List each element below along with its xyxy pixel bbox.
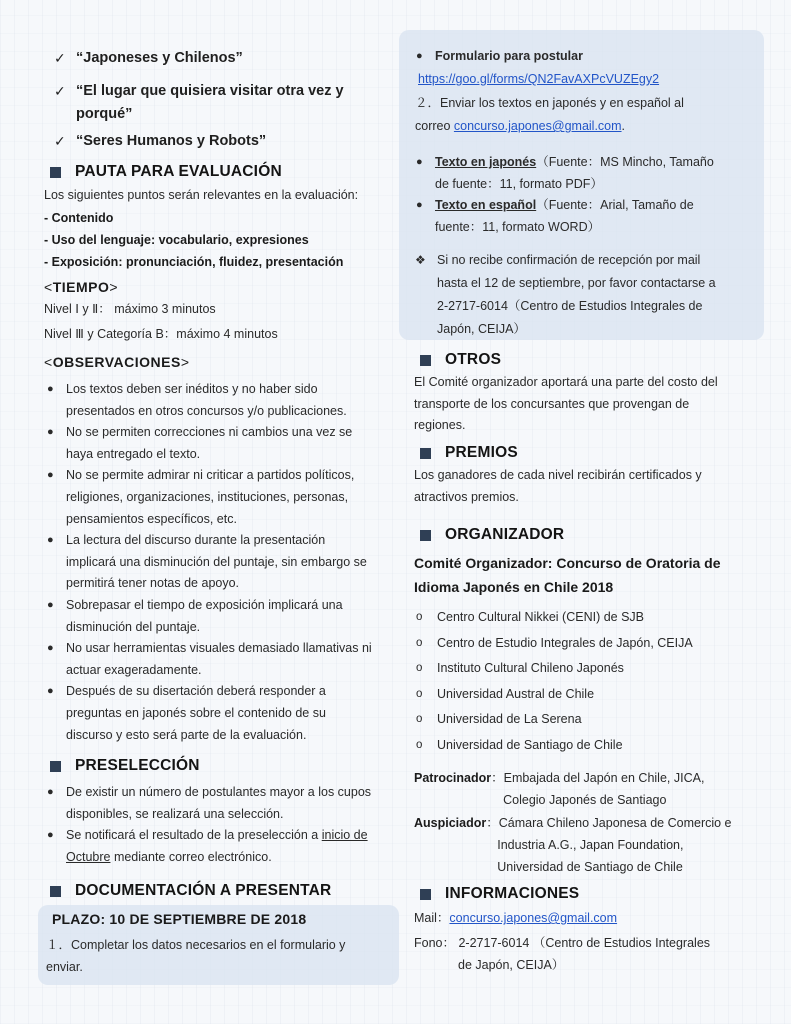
section-heading: PRESELECCIÓN [44,754,402,778]
section-heading: DOCUMENTACIÓN A PRESENTAR [44,879,402,903]
section-heading: ORGANIZADOR [414,523,764,547]
fono-row: Fono： 2-2717-6014 （Centro de Estudios Integrales de Japón, CEIJA） [414,936,711,972]
pauta-section [44,160,399,273]
list-item: ● No se permiten correcciones ni cambios una vez se haya entregado el texto. [44,422,402,465]
mail-row: Mail：concurso.japones@gmail.com [414,911,618,925]
underlined-date: Octubre [66,849,111,864]
bullet-icon: ● [47,598,54,611]
circle-bullet-icon: o [416,738,423,751]
list-item: ● No se permite admirar ni criticar a partidos políticos, religiones, organizaciones, instituciones, personas, pensamientos específicos, etc. [44,465,402,530]
subsection-heading: <TIEMPO> [44,279,119,295]
bullet-icon: ● [47,469,54,482]
form-item: ● Formulario para postular [413,46,583,68]
patrocinador-label: Patrocinador [414,771,492,785]
informaciones-section [414,882,764,976]
section-heading: OTROS [414,349,764,371]
pauta-item: - Contenido [44,210,114,225]
theme-item [54,80,399,126]
underlined-date: inicio de [321,828,368,843]
pauta-intro: Los siguientes puntos serán relevantes en la evaluación: [44,188,359,202]
patrocinador-value: ：Embajada del Japón en Chile, JICA, Colegio Japonés de Santiago [491,771,705,807]
theme-text: “Seres Humanos y Robots” [76,133,267,149]
square-bullet-icon [420,889,431,900]
committee-name: Comité Organizador: Concurso de Oratoria de Idioma Japonés en Chile 2018 [414,555,721,595]
square-bullet-icon [50,167,61,178]
theme-item [54,47,399,70]
premios-section [414,442,764,508]
auspiciador-row [414,812,764,878]
list-item: o Universidad Austral de Chile [414,682,764,708]
list-item: ● De existir un número de postulantes mayor a los cupos disponibles, se realizará una selección. [44,782,402,825]
circle-bullet-icon: o [416,636,423,649]
list-item: o Centro Cultural Nikkei (CENI) de SJB [414,605,764,631]
list-item: o Instituto Cultural Chileno Japonés [414,656,764,682]
section-heading: INFORMACIONES [414,882,764,906]
list-item: o Universidad de Santiago de Chile [414,733,764,759]
postulacion-box [399,30,764,340]
tiempo-line: Nivel Ⅰ y Ⅱ： máximo 3 minutos [44,302,216,316]
list-item: ● La lectura del discurso durante la presentación implicará una disminución del puntaje, sin embargo se permitirá tener notas de apoyo. [44,530,402,595]
section-heading: PAUTA PARA EVALUACIÓN [44,160,399,184]
bullet-icon: ● [47,829,54,842]
list-item: o Universidad de La Serena [414,707,764,733]
bullet-icon: ● [47,685,54,698]
step-1-text: １．Completar los datos necesarios en el formulario y enviar. [46,938,346,974]
circle-bullet-icon: o [416,687,423,700]
plazo-heading: PLAZO: 10 DE SEPTIEMBRE DE 2018 [52,911,307,927]
documentacion-section [44,879,402,903]
members-list [414,605,764,758]
square-bullet-icon [420,355,431,366]
check-icon: ✓ [54,83,66,99]
square-bullet-icon [420,448,431,459]
theme-text: “Japoneses y Chilenos” [76,50,243,66]
observaciones-section [44,351,402,746]
step-2-text: ２．Enviar los textos en japonés y en español al correo concurso.japones@gmail.com. [415,96,684,133]
form-url-link[interactable]: https://goo.gl/forms/QN2FavAXPcVUZEgy2 [418,72,660,86]
subsection-heading: <OBSERVACIONES> [44,354,190,370]
list-item: o Centro de Estudio Integrales de Japón, CEIJA [414,631,764,657]
otros-text: El Comité organizador aportará una parte del costo del transporte de los concursantes que provengan de regiones. [414,375,718,432]
otros-section [414,349,764,437]
check-icon: ✓ [54,50,66,66]
contact-email-link[interactable]: concurso.japones@gmail.com [449,911,618,925]
premios-text: Los ganadores de cada nivel recibirán certificados y atractivos premios. [414,468,702,504]
organizador-section [414,523,764,878]
auspiciador-label: Auspiciador [414,816,487,830]
circle-bullet-icon: o [416,662,423,674]
texto-es-label: Texto en español [435,198,537,212]
bullet-icon: ● [416,50,423,62]
pauta-item: - Uso del lenguaje: vocabulario, expresiones [44,232,309,247]
notice-item: ❖ Si no recibe confirmación de recepción por mail hasta el 12 de septiembre, por favor contactarse a 2-2717-6014（Centro de Estudios Integrales de Japón, CEIJA） [415,249,760,341]
diamond-bullet-icon: ❖ [415,253,426,267]
preseleccion-section [44,754,402,868]
tiempo-line: Nivel Ⅲ y Categoría B：máximo 4 minutos [44,326,278,341]
patrocinador-row [414,767,764,811]
tiempo-section [44,276,399,345]
theme-text: “El lugar que quisiera visitar otra vez y porqué” [76,83,344,122]
texto-jp-label: Texto en japonés [435,155,537,169]
texto-es-item: ● Texto en español（Fuente：Arial, Tamaño de fuente：11, formato WORD） [413,195,758,238]
bullet-icon: ● [47,426,54,439]
bullet-icon: ● [47,786,54,798]
square-bullet-icon [420,530,431,541]
email-link[interactable]: concurso.japones@gmail.com [453,119,622,133]
plazo-box [38,905,399,985]
circle-bullet-icon: o [416,611,423,623]
circle-bullet-icon: o [416,713,423,725]
section-heading: PREMIOS [414,442,764,464]
theme-item [54,130,399,153]
bullet-icon: ● [47,383,54,395]
list-item: ● Sobrepasar el tiempo de exposición implicará una disminución del puntaje. [44,595,402,638]
auspiciador-value: ：Cámara Chileno Japonesa de Comercio e Industria A.G., Japan Foundation, Universidad de Santiago de Chile [486,816,732,874]
check-icon: ✓ [54,133,66,149]
bullet-icon: ● [47,642,54,655]
square-bullet-icon [50,886,61,897]
list-item: ● Los textos deben ser inéditos y no haber sido presentados en otros concursos y/o publicaciones. [44,379,402,422]
texto-jp-item: ● Texto en japonés（Fuente：MS Mincho, Tamaño de fuente：11, formato PDF） [413,152,758,195]
pauta-item: - Exposición: pronunciación, fluidez, presentación [44,254,344,269]
bullet-icon: ● [416,199,423,211]
list-item: ● Después de su disertación deberá responder a preguntas en japonés sobre el contenido de su discurso y esto será parte de la evaluación. [44,681,402,746]
list-item: ● Se notificará el resultado de la preselección a inicio de Octubre mediante correo electrónico. [44,825,402,868]
bullet-icon: ● [47,534,54,547]
list-item: ● No usar herramientas visuales demasiado llamativas ni actuar exageradamente. [44,638,402,681]
bullet-icon: ● [416,156,423,168]
square-bullet-icon [50,761,61,772]
themes-list [54,47,399,153]
